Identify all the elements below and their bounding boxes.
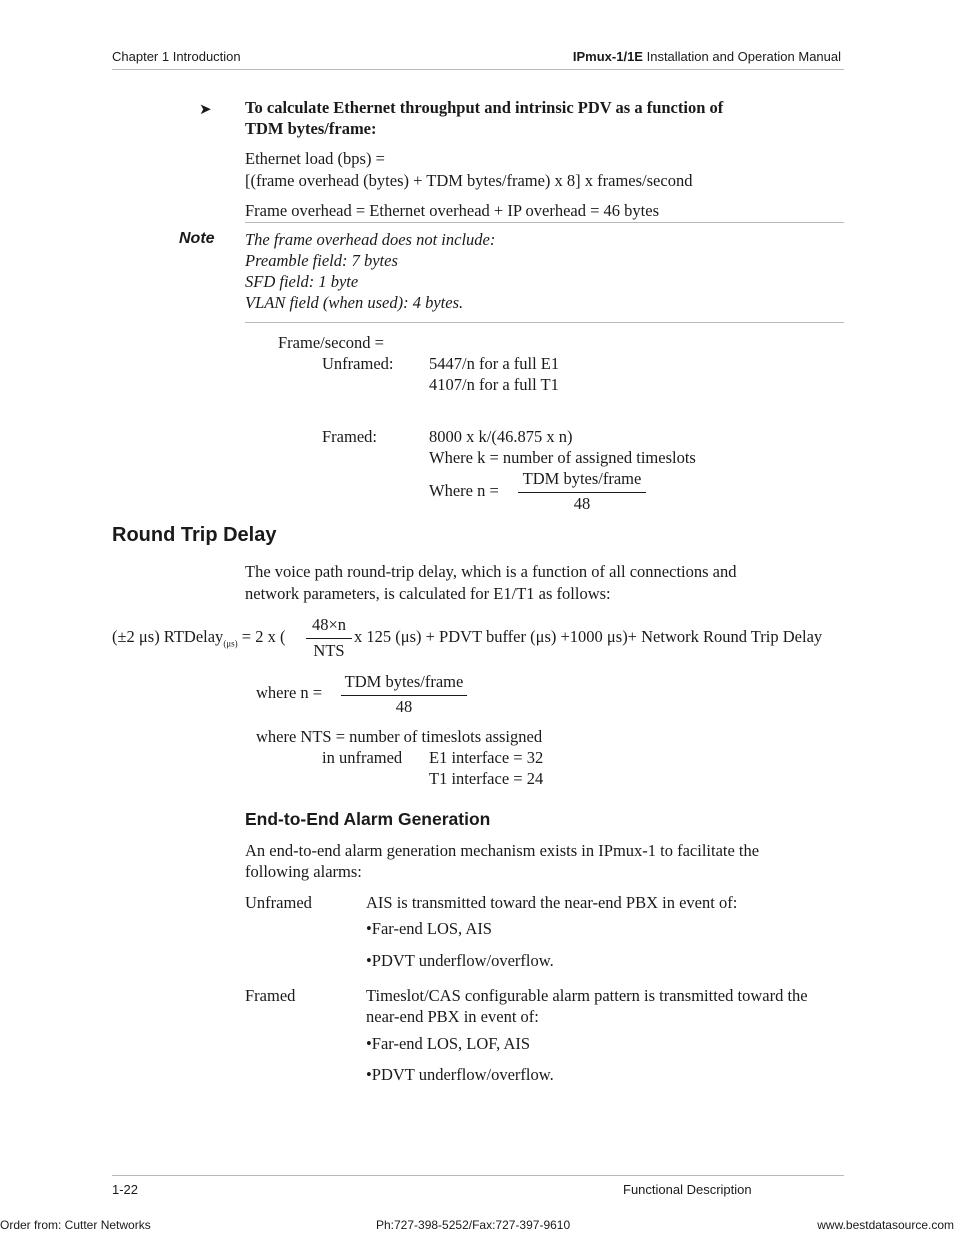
unframed-e1: 5447/n for a full E1 [429, 354, 560, 373]
list-item [366, 1065, 554, 1085]
rtd-t1: T1 interface = 24 [429, 769, 544, 788]
framed-formula: 8000 x k/(46.875 x n) [429, 427, 573, 446]
alarm-para-line2: following alarms: [245, 862, 362, 881]
bullet-icon: • [366, 919, 372, 938]
load-line1: Ethernet load (bps) = [245, 149, 385, 168]
header-rule [112, 69, 844, 70]
rtd-eq-mid: = 2 x ( [237, 627, 286, 646]
note-line: VLAN field (when used): 4 bytes. [245, 293, 464, 312]
framed-label: Framed: [322, 427, 377, 446]
note-label: Note [179, 230, 215, 247]
list-item-text: PDVT underflow/overflow. [371, 951, 554, 970]
rtd-eq-prefix: (±2 μs) RTDelay [112, 627, 224, 646]
section-name: Functional Description [623, 1182, 752, 1197]
procedure-title-line2: TDM bytes/frame: [245, 119, 377, 138]
where-k: Where k = number of assigned timeslots [429, 448, 696, 467]
manual-title-rest: Installation and Operation Manual [642, 49, 841, 64]
where-n-label: Where n = [429, 481, 499, 500]
procedure-arrow-icon: ➤ [199, 102, 212, 118]
rtd-eq-sub: (μs) [223, 638, 238, 649]
note-line: Preamble field: 7 bytes [245, 251, 398, 270]
alarm-framed-text-line2: near-end PBX in event of: [366, 1007, 539, 1026]
alarm-para-line1: An end-to-end alarm generation mechanism exists in IPmux-1 to facilitate the [245, 841, 760, 860]
bullet-icon: • [366, 951, 372, 970]
list-item-text: PDVT underflow/overflow. [371, 1065, 554, 1084]
note-line: SFD field: 1 byte [245, 272, 359, 291]
website-link[interactable]: www.bestdatasource.com [817, 1218, 954, 1232]
rtd-para-line2: network parameters, is calculated for E1/T1 as follows: [245, 584, 611, 603]
rtd-where-n: where n = [256, 683, 323, 702]
round-trip-delay-heading: Round Trip Delay [112, 524, 277, 546]
fraction-bar [518, 492, 646, 493]
list-item-text: Far-end LOS, LOF, AIS [371, 1034, 531, 1053]
manual-title-bold: IPmux-1/1E [572, 49, 643, 64]
alarm-framed-label: Framed [245, 986, 296, 1005]
footer-rule [112, 1175, 844, 1176]
order-info: Order from: Cutter Networks [0, 1218, 151, 1232]
alarm-unframed-label: Unframed [245, 893, 312, 912]
procedure-title-line1: To calculate Ethernet throughput and intrinsic PDV as a function of [245, 98, 724, 117]
unframed-t1: 4107/n for a full T1 [429, 375, 559, 394]
list-item [366, 1034, 530, 1054]
bullet-icon: • [366, 1034, 372, 1053]
alarm-heading: End-to-End Alarm Generation [245, 809, 491, 829]
frames-heading: Frame/second = [278, 333, 384, 352]
rtd-n-denominator: 48 [395, 697, 413, 716]
rtd-eq-suffix: x 125 (μs) + PDVT buffer (μs) +1000 μs)+ Network Round Trip Delay [354, 627, 823, 646]
rtd-equation-prefix [112, 627, 285, 648]
rtd-numerator: 48×n [311, 615, 347, 634]
rtd-n-fraction-bar [341, 695, 467, 696]
list-item [366, 951, 554, 971]
bullet-icon: • [366, 1065, 372, 1084]
n-numerator: TDM bytes/frame [522, 469, 642, 488]
rtd-fraction-bar [306, 638, 352, 639]
list-item [366, 919, 492, 939]
rtd-e1: E1 interface = 32 [429, 748, 544, 767]
overhead-line: Frame overhead = Ethernet overhead + IP overhead = 46 bytes [245, 201, 659, 220]
note-top-rule [245, 222, 844, 223]
rtd-n-numerator: TDM bytes/frame [344, 672, 464, 691]
alarm-unframed-text: AIS is transmitted toward the near-end PBX in event of: [366, 893, 738, 912]
unframed-label: Unframed: [322, 354, 394, 373]
page-number: 1-22 [112, 1182, 139, 1197]
phone-info: Ph:727-398-5252/Fax:727-397-9610 [376, 1218, 571, 1232]
list-item-text: Far-end LOS, AIS [371, 919, 492, 938]
n-denominator: 48 [573, 494, 591, 513]
note-bottom-rule [245, 322, 844, 323]
rtd-denominator: NTS [313, 641, 345, 660]
alarm-framed-text-line1: Timeslot/CAS configurable alarm pattern is transmitted toward the [366, 986, 808, 1005]
load-line2: [(frame overhead (bytes) + TDM bytes/frame) x 8] x frames/second [245, 171, 693, 190]
rtd-para-line1: The voice path round-trip delay, which is a function of all connections and [245, 562, 737, 581]
manual-title-header [573, 49, 841, 64]
rtd-in-unframed: in unframed [322, 748, 403, 767]
note-line: The frame overhead does not include: [245, 230, 496, 249]
chapter-header: Chapter 1 Introduction [112, 49, 241, 64]
rtd-where-nts: where NTS = number of timeslots assigned [256, 727, 543, 746]
